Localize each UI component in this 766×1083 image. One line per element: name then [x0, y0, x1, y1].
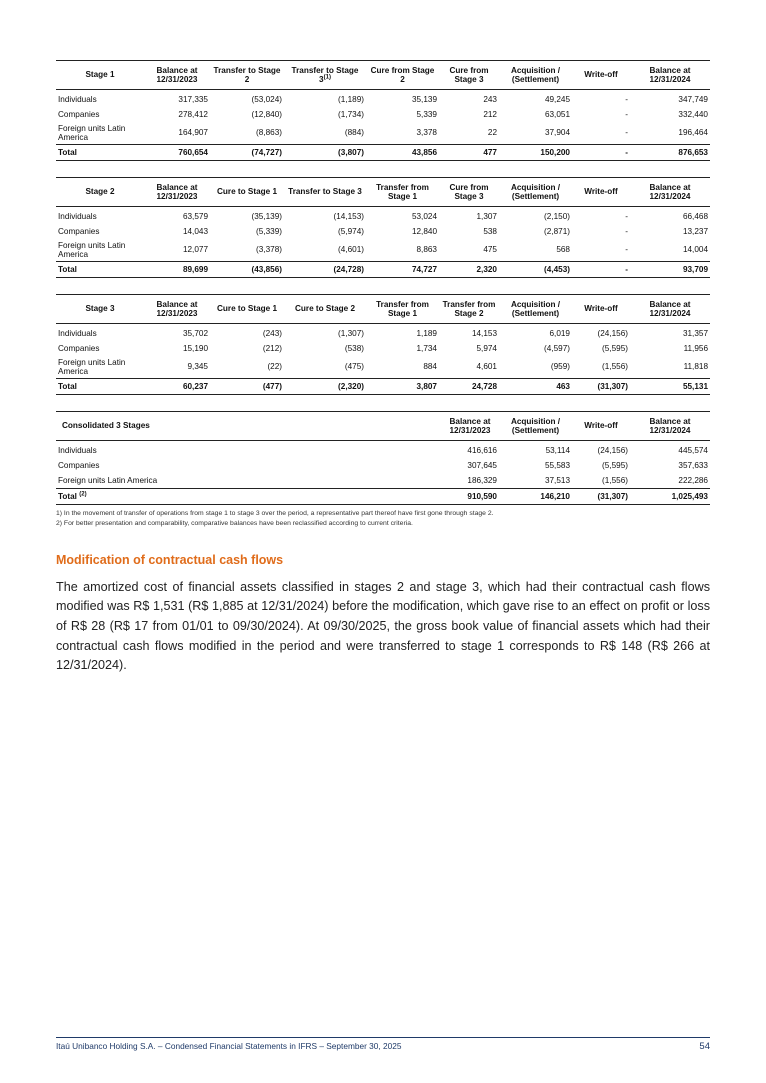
row-label: Companies: [58, 344, 100, 353]
table-cell: (4,453): [499, 262, 572, 278]
table-cell: (31,307): [572, 379, 630, 395]
table-cell: (24,156): [597, 446, 628, 455]
table-cell: 60,237: [144, 379, 210, 395]
table-cell: 5,974: [476, 344, 497, 353]
row-label: Companies: [58, 110, 100, 119]
table-cell: 475: [483, 245, 497, 255]
table-row: [56, 324, 710, 342]
row-label: Foreign units Latin America: [58, 357, 126, 376]
column-header: Cure to Stage 1: [210, 295, 284, 324]
footnote-marker: (1): [323, 74, 331, 81]
column-header: Cure from Stage 3: [439, 178, 499, 207]
column-header: Cure to Stage 2: [284, 295, 366, 324]
table-cell: 278,412: [178, 110, 208, 119]
table-cell: 31,357: [682, 329, 708, 338]
table-cell: 538: [483, 227, 497, 236]
table-cell: 347,749: [678, 95, 708, 104]
footer-divider: [56, 1037, 710, 1038]
table-cell: 66,468: [682, 212, 708, 221]
table-cell: 6,019: [549, 329, 570, 338]
footnote-marker: (2): [79, 491, 87, 498]
stage-1-table: [56, 60, 710, 161]
row-label: Foreign units Latin America: [58, 476, 158, 485]
table-cell: 63,051: [544, 110, 570, 119]
row-label: Foreign units Latin America: [58, 240, 126, 259]
table-cell: 13,237: [682, 227, 708, 236]
footnote-1: 1) In the movement of transfer of operations from stage 1 to stage 3 over the period, a representative part thereof have first gone through stage 2.: [56, 510, 494, 517]
table-cell: 307,645: [467, 461, 497, 470]
row-label: Total $^{(2)}$: [56, 489, 441, 505]
table-cell: (1,189): [338, 95, 364, 104]
table-cell: (24,156): [597, 329, 628, 338]
table-cell: 8,863: [416, 245, 437, 255]
column-header: Cure from Stage 2: [366, 61, 439, 90]
row-label: Individuals: [58, 212, 97, 221]
column-header: Write-off: [572, 61, 630, 90]
table-total-row: [56, 489, 710, 505]
row-label: Companies: [58, 227, 100, 236]
table-row: [56, 207, 710, 225]
table-header-row: [56, 178, 710, 207]
column-header: Acquisition / (Settlement): [499, 412, 572, 441]
table-cell: -: [625, 95, 628, 104]
table-cell: 14,153: [471, 329, 497, 338]
table-cell: 22: [487, 128, 497, 138]
row-label: Total: [56, 145, 144, 161]
column-header: Balance at 12/31/2024: [630, 295, 710, 324]
table-cell: 1,025,493: [630, 489, 710, 505]
column-header: Consolidated 3 Stages: [56, 412, 441, 441]
table-cell: (4,601): [338, 245, 364, 255]
table-cell: -: [572, 145, 630, 161]
table-cell: 1,307: [476, 212, 497, 221]
table-row: [56, 107, 710, 122]
column-header: Transfer from Stage 1: [366, 178, 439, 207]
footer-text: Itaú Unibanco Holding S.A. – Condensed Financial Statements in IFRS – September 30, 2025: [56, 1041, 402, 1051]
column-header: Write-off: [572, 178, 630, 207]
table-cell: 332,440: [678, 110, 708, 119]
table-cell: 14,043: [182, 227, 208, 236]
table-cell: -: [625, 110, 628, 119]
table-cell: 186,329: [467, 476, 497, 485]
table-cell: 9,345: [187, 362, 208, 372]
column-header: Acquisition / (Settlement): [499, 61, 572, 90]
table-cell: 222,286: [678, 476, 708, 485]
body-paragraph: The amortized cost of financial assets classified in stages 2 and stage 3, which had their contractual cash flows modified was R$ 1,531 (R$ 1,885 at 12/31/2024) before the modification, which gave rise to an effect on profit or loss of R$ 28 (R$ 17 from 01/01 to 09/30/2024). At 09/30/2025, the gross book value of financial assets which had their contractual cash flows modified in the period and were transferred to stage 1 corresponds to R$ 148 (R$ 266 at 12/31/2024).: [56, 579, 710, 673]
column-header: Balance at 12/31/2023: [441, 412, 499, 441]
table-cell: -: [625, 212, 628, 221]
table-row: [56, 356, 710, 379]
table-cell: 357,633: [678, 461, 708, 470]
table-cell: 14,004: [682, 245, 708, 255]
table-cell: 884: [423, 362, 437, 372]
column-header: Acquisition / (Settlement): [499, 178, 572, 207]
column-header: Balance at 12/31/2024: [630, 412, 710, 441]
column-header: Cure from Stage 3: [439, 61, 499, 90]
table-cell: 164,907: [178, 128, 208, 138]
table-cell: 55,583: [544, 461, 570, 470]
page-number: 54: [699, 1041, 710, 1052]
table-cell: (5,339): [256, 227, 282, 236]
column-header: Transfer to Stage 2: [210, 61, 284, 90]
stage-2-table: [56, 177, 710, 278]
table-cell: (24,728): [284, 262, 366, 278]
table-cell: 24,728: [439, 379, 499, 395]
spacer: [56, 161, 710, 177]
column-header: Write-off: [572, 295, 630, 324]
table-row: [56, 458, 710, 473]
row-label: Individuals: [58, 329, 97, 338]
table-cell: (35,139): [251, 212, 282, 221]
table-cell: (1,734): [338, 110, 364, 119]
table-cell: -: [625, 245, 628, 255]
table-cell: 93,709: [630, 262, 710, 278]
table-cell: 416,616: [467, 446, 497, 455]
table-cell: (477): [210, 379, 284, 395]
row-label: Foreign units Latin America: [58, 123, 126, 142]
table-cell: 49,245: [544, 95, 570, 104]
table-cell: (12,840): [251, 110, 282, 119]
table-cell: 12,077: [182, 245, 208, 255]
table-cell: 43,856: [366, 145, 439, 161]
table-header-row: [56, 295, 710, 324]
table-cell: 212: [483, 110, 497, 119]
table-row: [56, 122, 710, 145]
table-cell: (74,727): [210, 145, 284, 161]
table-cell: (43,856): [210, 262, 284, 278]
column-header: Balance at 12/31/2023: [144, 61, 210, 90]
column-header: Stage 1: [56, 61, 144, 90]
table-cell: (959): [550, 362, 570, 372]
table-cell: 445,574: [678, 446, 708, 455]
table-cell: 146,210: [499, 489, 572, 505]
table-cell: 5,339: [416, 110, 437, 119]
table-cell: 11,956: [683, 344, 708, 353]
table-cell: (8,863): [256, 128, 282, 138]
table-cell: 3,378: [416, 128, 437, 138]
column-header: Write-off: [572, 412, 630, 441]
table-cell: 1,734: [416, 344, 437, 353]
page-content: [56, 60, 710, 676]
table-cell: -: [625, 128, 628, 138]
table-cell: (2,871): [544, 227, 570, 236]
table-cell: (3,378): [256, 245, 282, 255]
table-row: [56, 341, 710, 356]
table-cell: (1,307): [338, 329, 364, 338]
column-header: Acquisition / (Settlement): [499, 295, 572, 324]
table-row: [56, 239, 710, 262]
table-cell: 11,818: [683, 362, 708, 372]
table-cell: 760,654: [144, 145, 210, 161]
table-total-row: [56, 262, 710, 278]
row-label: Total: [56, 379, 144, 395]
table-total-row: [56, 379, 710, 395]
table-cell: -: [572, 262, 630, 278]
table-cell: 35,702: [182, 329, 208, 338]
table-cell: (475): [344, 362, 364, 372]
table-cell: 3,807: [366, 379, 439, 395]
table-cell: (5,595): [602, 344, 628, 353]
table-cell: (5,974): [338, 227, 364, 236]
table-cell: (212): [262, 344, 282, 353]
table-cell: 89,699: [144, 262, 210, 278]
table-row: [56, 473, 710, 489]
table-cell: (2,150): [544, 212, 570, 221]
row-label: Total: [56, 262, 144, 278]
table-cell: (5,595): [602, 461, 628, 470]
column-header: Cure to Stage 1: [210, 178, 284, 207]
table-total-row: [56, 145, 710, 161]
table-cell: 37,513: [544, 476, 570, 485]
table-cell: (3,807): [284, 145, 366, 161]
stage-3-table: [56, 294, 710, 395]
table-row: [56, 224, 710, 239]
column-header: Transfer to Stage 3$^{(1)}$: [284, 61, 366, 90]
footnote-2: 2) For better presentation and comparability, comparative balances have been reclassified according to current criteria.: [56, 519, 413, 527]
spacer: [56, 395, 710, 411]
spacer: [56, 278, 710, 294]
table-header-row: [56, 412, 710, 441]
table-cell: 463: [499, 379, 572, 395]
table-cell: (53,024): [251, 95, 282, 104]
row-label: Individuals: [58, 446, 97, 455]
table-cell: (4,597): [544, 344, 570, 353]
footnotes: [56, 509, 710, 529]
table-cell: (31,307): [572, 489, 630, 505]
table-cell: 1,189: [416, 329, 437, 338]
column-header: Balance at 12/31/2024: [630, 178, 710, 207]
table-cell: 317,335: [178, 95, 208, 104]
table-cell: 53,114: [545, 446, 570, 455]
table-cell: (1,556): [602, 362, 628, 372]
table-cell: 477: [439, 145, 499, 161]
table-cell: (243): [262, 329, 282, 338]
table-cell: 63,579: [182, 212, 208, 221]
table-cell: 4,601: [476, 362, 497, 372]
table-cell: 2,320: [439, 262, 499, 278]
row-label: Individuals: [58, 95, 97, 104]
column-header: Balance at 12/31/2023: [144, 178, 210, 207]
table-cell: 568: [556, 245, 570, 255]
consolidated-table: [56, 411, 710, 505]
column-header: Balance at 12/31/2024: [630, 61, 710, 90]
table-cell: 35,139: [411, 95, 437, 104]
table-cell: 15,190: [182, 344, 208, 353]
table-cell: (884): [344, 128, 364, 138]
table-cell: 74,727: [366, 262, 439, 278]
table-cell: 12,840: [411, 227, 437, 236]
table-header-row: [56, 61, 710, 90]
table-cell: 910,590: [441, 489, 499, 505]
table-cell: (1,556): [602, 476, 628, 485]
column-header: Transfer from Stage 2: [439, 295, 499, 324]
column-header: Transfer from Stage 1: [366, 295, 439, 324]
table-cell: 196,464: [678, 128, 708, 138]
table-row: [56, 90, 710, 108]
table-cell: (2,320): [284, 379, 366, 395]
table-row: [56, 441, 710, 459]
table-cell: 37,904: [544, 128, 570, 138]
table-cell: 55,131: [630, 379, 710, 395]
table-cell: (22): [267, 362, 282, 372]
table-cell: (538): [344, 344, 364, 353]
column-header: Stage 2: [56, 178, 144, 207]
section-title: Modification of contractual cash flows: [56, 552, 284, 567]
column-header: Transfer to Stage 3: [284, 178, 366, 207]
column-header: Stage 3: [56, 295, 144, 324]
table-cell: 243: [483, 95, 497, 104]
table-cell: (14,153): [333, 212, 364, 221]
row-label: Companies: [58, 461, 100, 470]
table-cell: -: [625, 227, 628, 236]
table-cell: 876,653: [630, 145, 710, 161]
column-header: Balance at 12/31/2023: [144, 295, 210, 324]
table-cell: 53,024: [411, 212, 437, 221]
table-cell: 150,200: [499, 145, 572, 161]
